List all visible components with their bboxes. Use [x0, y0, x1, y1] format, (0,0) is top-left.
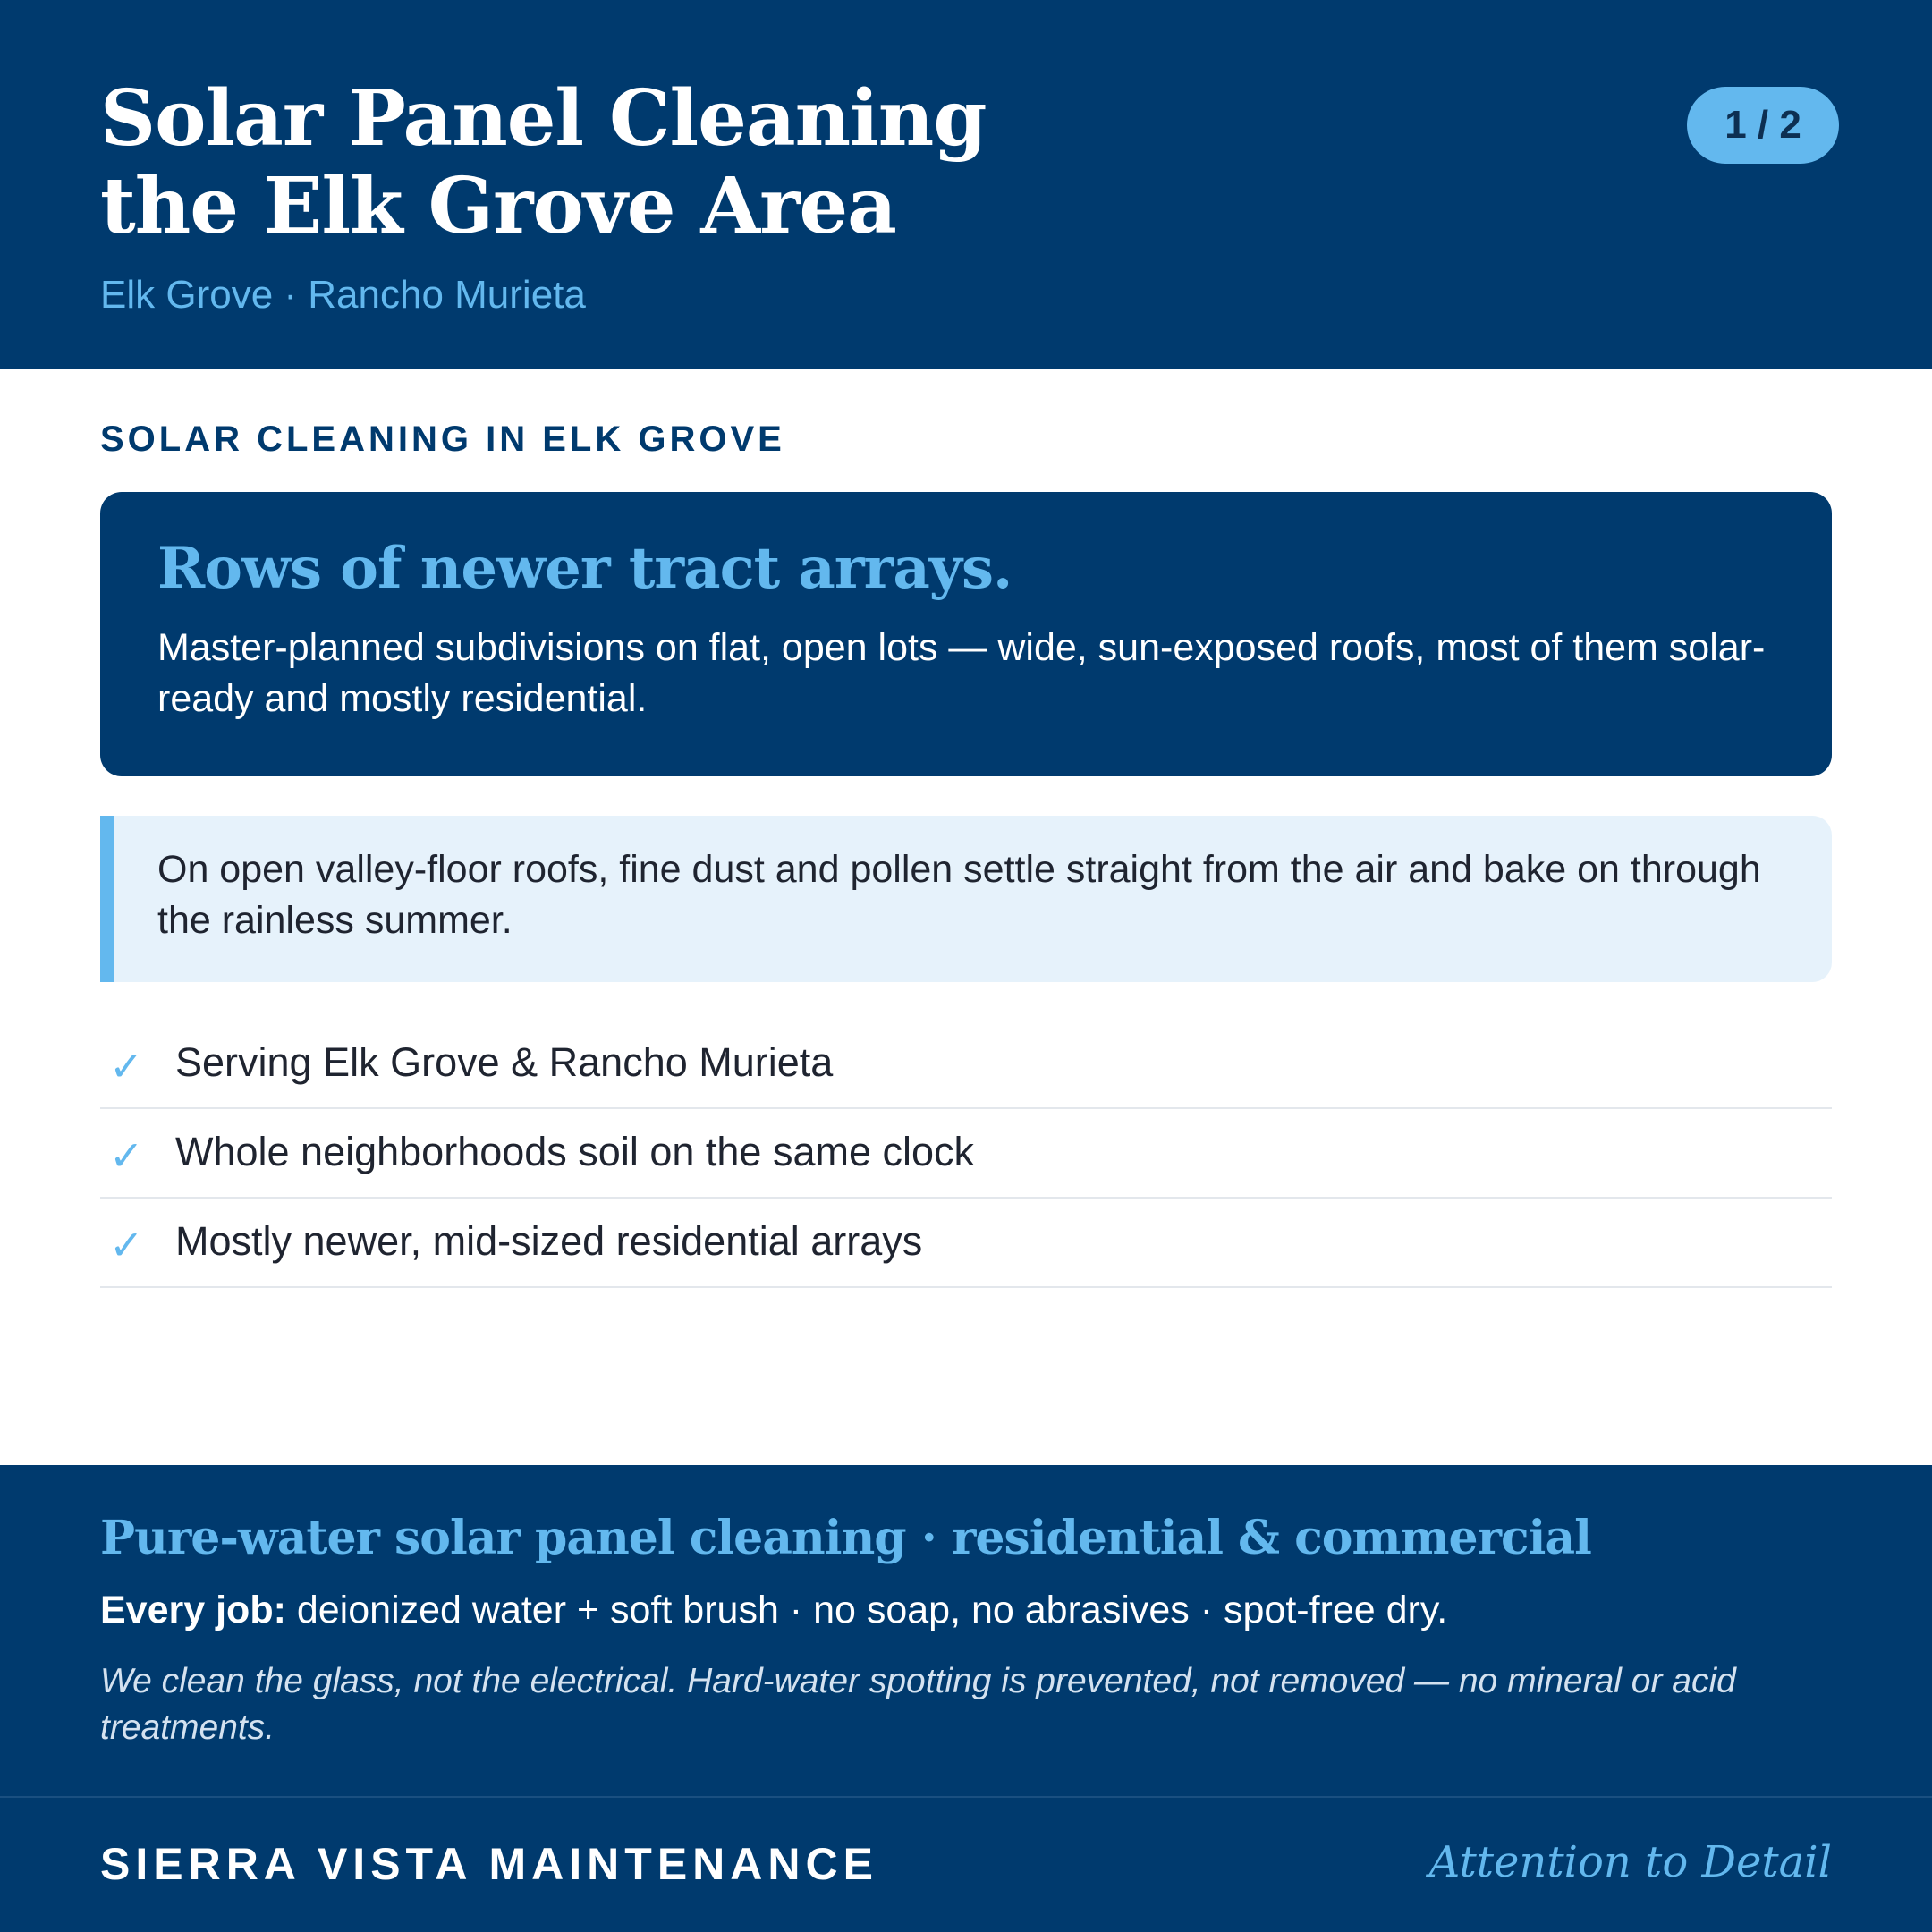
check-icon: ✓ — [109, 1131, 144, 1180]
page-title — [100, 75, 1442, 250]
every-job-line — [100, 1585, 1447, 1635]
list-item — [100, 1020, 1832, 1109]
page-indicator-badge: 1 / 2 — [1687, 87, 1839, 164]
footer-banner — [0, 1465, 1932, 1932]
check-icon: ✓ — [109, 1221, 144, 1269]
list-item-label: Serving Elk Grove & Rancho Murieta — [175, 1039, 834, 1085]
every-job-text: deionized water + soft brush · no soap, no abrasives · spot-free dry. — [285, 1589, 1448, 1631]
service-tagline: Pure-water solar panel cleaning · residential & commercial — [100, 1511, 1591, 1565]
footer-divider — [0, 1796, 1932, 1798]
hero-heading: Rows of newer tract arrays. — [157, 535, 1013, 602]
list-item-label: Mostly newer, mid-sized residential arrays — [175, 1218, 923, 1264]
brand-name: SIERRA VISTA MAINTENANCE — [100, 1839, 878, 1889]
hero-body-text: Master-planned subdivisions on flat, open lots — wide, sun-exposed roofs, most of them solar-ready and mostly residential. — [157, 626, 1766, 720]
section-label: SOLAR CLEANING IN ELK GROVE — [100, 419, 785, 459]
title-line-2: the Elk Grove Area — [100, 161, 896, 251]
service-disclaimer: We clean the glass, not the electrical. Hard-water spotting is prevented, not removed — no mineral or acid treatments. — [100, 1662, 1736, 1747]
list-item — [100, 1199, 1832, 1288]
title-line-1: Solar Panel Cleaning — [100, 73, 987, 164]
hero-card — [100, 492, 1832, 776]
list-item — [100, 1109, 1832, 1199]
location-subtitle: Elk Grove · Rancho Murieta — [100, 273, 586, 317]
brand-slogan: Attention to Detail — [1428, 1837, 1832, 1887]
header-banner — [0, 0, 1932, 369]
check-icon: ✓ — [109, 1042, 144, 1090]
callout-text: On open valley-floor roofs, fine dust and pollen settle straight from the air and bake on through the rainless summer. — [157, 848, 1761, 942]
callout-quote — [100, 816, 1832, 982]
list-item-label: Whole neighborhoods soil on the same clock — [175, 1129, 975, 1174]
feature-checklist — [100, 1020, 1832, 1288]
every-job-label: Every job: — [100, 1589, 286, 1631]
